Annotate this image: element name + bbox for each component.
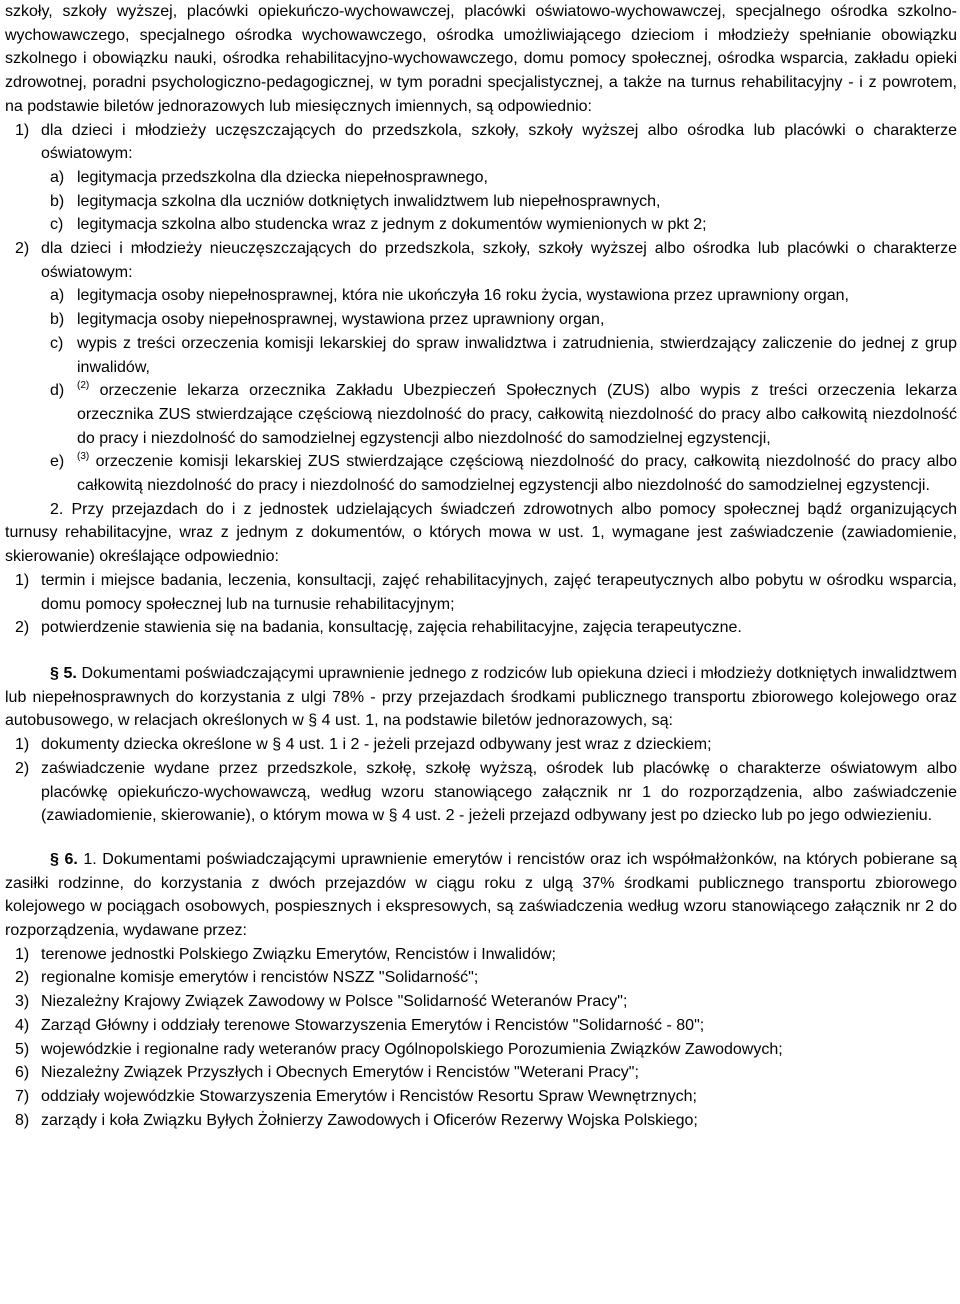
item-number: 1) <box>15 571 30 589</box>
item-text: zarządy i koła Związku Byłych Żołnierzy Zawodowych i Oficerów Rezerwy Wojska Polskiego; <box>41 1111 698 1129</box>
sub-item-text: wypis z treści orzeczenia komisji lekarskiej do spraw inwalidztwa i zatrudnienia, stwierdzający zaliczenie do jednej z grup inwalidów, <box>77 334 957 376</box>
item-number: 2) <box>15 759 30 777</box>
section-5-label: § 5. <box>50 664 77 682</box>
list-item <box>5 119 957 166</box>
section-6-label: § 6. <box>50 850 78 868</box>
footnote-ref: (2) <box>77 380 90 392</box>
item-number: 8) <box>15 1111 30 1129</box>
sub-item <box>5 379 957 450</box>
sub-item-text: legitymacja szkolna albo studencka wraz z jednym z dokumentów wymienionych w pkt 2; <box>77 216 707 234</box>
item-text: Zarząd Główny i oddziały terenowe Stowarzyszenia Emerytów i Rencistów "Solidarność - 80"; <box>41 1016 705 1034</box>
sub-item-text: orzeczenie komisji lekarskiej ZUS stwierdzające częściową niezdolność do pracy, całkowitą niezdolność do pracy albo całkowitą niezdolność do pracy i niezdolność do samodzielnej egzystencji albo niezdolność do samodzielnej egzystencji. <box>77 453 957 495</box>
sub-item-text: legitymacja osoby niepełnosprawnej, która nie ukończyła 16 roku życia, wystawiona przez uprawniony organ, <box>77 287 849 305</box>
list-item <box>5 616 957 640</box>
section-5-text: Dokumentami poświadczającymi uprawnienie jednego z rodziców lub opiekuna dzieci i młodzieży dotkniętych inwalidztwem lub niepełnosprawnych do korzystania z ulgi 78% - przy przejazdach środkami publicznego transportu zbiorowego kolejowego oraz autobusowego, w relacjach określonych w § 4 ust. 1, na podstawie biletów jednorazowych, są: <box>5 664 957 730</box>
sub-item-text: legitymacja osoby niepełnosprawnej, wystawiona przez uprawniony organ, <box>77 311 605 329</box>
sub-item-text: orzeczenie lekarza orzecznika Zakładu Ubezpieczeń Społecznych (ZUS) albo wypis z treści orzeczenia lekarza orzecznika ZUS stwierdzające częściową niezdolność do pracy, całkowitą niezdolność do pracy albo całkowitą niezdolność do pracy i niezdolność do samodzielnej egzystencji albo niezdolność do samodzielnej egzystencji, <box>77 382 957 447</box>
section-5-list <box>5 733 957 828</box>
sub-item <box>5 308 957 332</box>
sub-item-text: legitymacja przedszkolna dla dziecka niepełnosprawnego, <box>77 168 488 186</box>
list-item <box>5 1014 957 1038</box>
item-number: 3) <box>15 993 30 1011</box>
sub-item-number: c) <box>50 334 64 352</box>
item-number: 1) <box>15 121 30 139</box>
list-item <box>5 1061 957 1085</box>
item-text: potwierdzenie stawienia się na badania, konsultację, zajęcia rehabilitacyjne, zajęcia terapeutyczne. <box>41 619 742 637</box>
list-item <box>5 569 957 616</box>
item-text: termin i miejsce badania, leczenia, konsultacji, zajęć rehabilitacyjnych, zajęć terapeutycznych albo pobytu w ośrodku wsparcia, domu pomocy społecznej lub na turnusie rehabilitacyjnym; <box>41 571 957 613</box>
item-text: zaświadczenie wydane przez przedszkole, szkołę, szkołę wyższą, ośrodek lub placówkę o charakterze oświatowym albo placówkę opiekuńczo-wychowawczą, według wzoru stanowiącego załącznik nr 1 do rozporządzenia, albo zaświadczenie (zawiadomienie, skierowanie), o którym mowa w § 4 ust. 2 - jeżeli przejazd odbywany jest po dziecko lub po jego odwiezieniu. <box>41 759 957 825</box>
item-number: 1) <box>15 945 30 963</box>
sub-item-number: a) <box>50 168 65 186</box>
list-item <box>5 757 957 828</box>
sub-item <box>5 332 957 379</box>
item-text: dla dzieci i młodzieży nieuczęszczających do przedszkola, szkoły, szkoły wyższej albo ośrodka lub placówki o charakterze oświatowym: <box>41 240 957 281</box>
item-text: dokumenty dziecka określone w § 4 ust. 1 i 2 - jeżeli przejazd odbywany jest wraz z dzieckiem; <box>41 736 712 754</box>
item-number: 4) <box>15 1016 30 1034</box>
item-text: terenowe jednostki Polskiego Związku Emerytów, Rencistów i Inwalidów; <box>41 945 556 963</box>
list-item <box>5 1085 957 1109</box>
section-6-paragraph <box>5 848 957 943</box>
list-item <box>5 237 957 284</box>
sub-item-number: b) <box>50 192 65 210</box>
sub-item-number: e) <box>50 453 65 471</box>
sub-item <box>5 213 957 237</box>
footnote-ref: (3) <box>77 451 90 463</box>
item-number: 6) <box>15 1064 30 1082</box>
sub-item <box>5 166 957 190</box>
item-text: Niezależny Związek Przyszłych i Obecnych Emerytów i Rencistów "Weterani Pracy"; <box>41 1064 639 1082</box>
list-documents-children <box>5 119 957 498</box>
item-number: 7) <box>15 1087 30 1105</box>
intro-paragraph: szkoły, szkoły wyższej, placówki opiekuńczo-wychowawczej, placówki oświatowo-wychowawczej, specjalnego ośrodka szkolno-wychowawczego, specjalnego ośrodka wychowawczego, ośrodka umożliwiającego dzieciom i młodzieży spełnianie obowiązku szkolnego i obowiązku nauki, ośrodka rehabilitacyjno-wychowawczego, domu pomocy społecznej, ośrodka wsparcia, zakładu opieki zdrowotnej, poradni psychologiczno-pedagogicznej, w tym poradni specjalistycznej, a także na turnus rehabilitacyjny - i z powrotem, na podstawie biletów jednorazowych lub miesięcznych imiennych, są odpowiednio: <box>5 3 957 115</box>
item-text: wojewódzkie i regionalne rady weteranów pracy Ogólnopolskiego Porozumienia Związków Zawodowych; <box>41 1040 783 1058</box>
sub-item-number: b) <box>50 311 65 329</box>
section-6-text: 1. Dokumentami poświadczającymi uprawnienie emerytów i rencistów oraz ich współmałżonków, na których pobierane są zasiłki rodzinne, do korzystania z dwóch przejazdów w ciągu roku z ulgą 37% środkami publicznego transportu zbiorowego kolejowego w pociągach osobowych, pospiesznych i ekspresowych, są zaświadczenia według wzoru stanowiącego załącznik nr 2 do rozporządzenia, wydawane przez: <box>5 850 958 940</box>
list-item <box>5 1109 957 1133</box>
sub-item-number: a) <box>50 287 65 305</box>
spacer <box>5 828 957 848</box>
list-item <box>5 943 957 967</box>
item-number: 1) <box>15 736 30 754</box>
item-text: dla dzieci i młodzieży uczęszczających do przedszkola, szkoły, szkoły wyższej albo ośrodka lub placówki o charakterze oświatowym: <box>41 121 957 163</box>
sub-item <box>5 284 957 308</box>
item-text: oddziały wojewódzkie Stowarzyszenia Emerytów i Rencistów Resortu Spraw Wewnętrznych; <box>41 1087 697 1105</box>
paragraph-2: 2. Przy przejazdach do i z jednostek udzielających świadczeń zdrowotnych albo pomocy społecznej bądź organizujących turnusy rehabilitacyjne, wraz z jednym z dokumentów, o których mowa w ust. 1, wymagane jest zaświadczenie (zawiadomienie, skierowanie) określające odpowiednio: <box>5 500 957 566</box>
sub-item-number: c) <box>50 216 64 234</box>
sub-item <box>5 190 957 214</box>
section-6-list <box>5 943 957 1133</box>
item-number: 2) <box>15 969 30 987</box>
list-item <box>5 733 957 757</box>
list-certificates <box>5 569 957 640</box>
item-text: Niezależny Krajowy Związek Zawodowy w Polsce "Solidarność Weteranów Pracy"; <box>41 993 628 1011</box>
list-item <box>5 1038 957 1062</box>
list-item <box>5 990 957 1014</box>
sub-item <box>5 450 957 497</box>
item-text: regionalne komisje emerytów i rencistów NSZZ "Solidarność"; <box>41 969 479 987</box>
item-number: 2) <box>15 240 30 258</box>
list-item <box>5 966 957 990</box>
spacer <box>5 640 957 662</box>
sub-item-text: legitymacja szkolna dla uczniów dotkniętych inwalidztwem lub niepełnosprawnych, <box>77 192 661 210</box>
section-5-paragraph <box>5 662 957 733</box>
item-number: 2) <box>15 619 30 637</box>
item-number: 5) <box>15 1040 30 1058</box>
sub-item-number: d) <box>50 382 65 400</box>
